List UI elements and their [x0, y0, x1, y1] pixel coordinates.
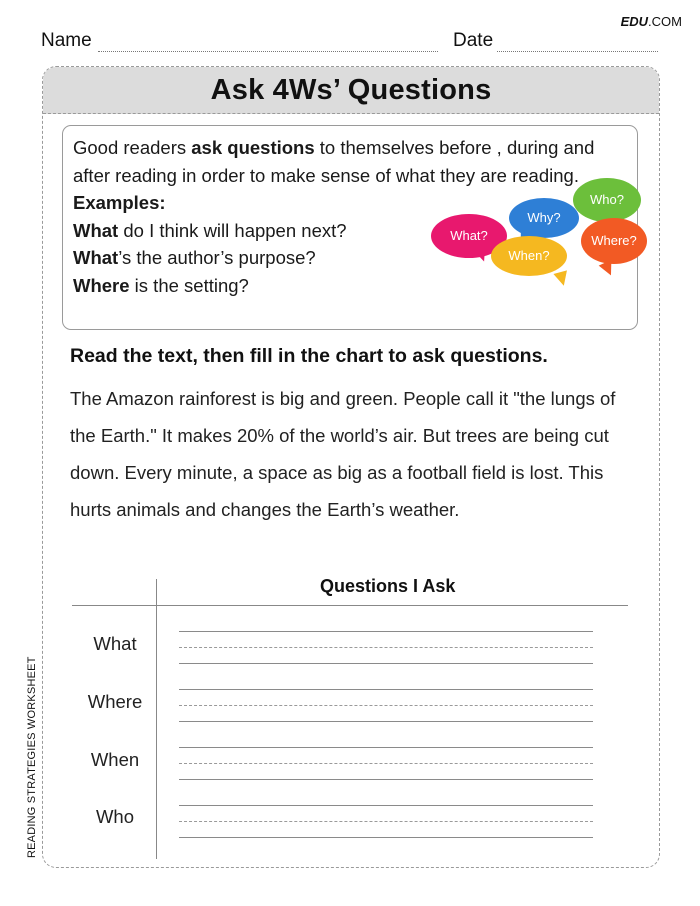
brand-logo-bold: EDU: [620, 14, 649, 29]
date-line[interactable]: [497, 51, 658, 52]
writing-line-mid[interactable]: [179, 821, 593, 822]
writing-line-mid[interactable]: [179, 705, 593, 706]
speech-bubble-why: Why?: [509, 198, 579, 238]
chart-column-divider: [156, 579, 157, 859]
row-label-when: When: [90, 749, 140, 770]
intro-box: [62, 125, 638, 330]
reading-passage: The Amazon rainforest is big and green. People call it "the lungs of the Earth." It makes 20% of the world’s air. But trees are being cut down. Every minute, a space as big as a football field is lost. This hurts animals and changes the Earth’s weather.: [70, 388, 616, 520]
row-label-what: What: [93, 633, 137, 654]
row-label-where: Where: [87, 691, 143, 712]
writing-line-base: [179, 779, 593, 780]
bubble-tail: [553, 270, 570, 287]
example-line: What do I think will happen next?: [73, 219, 347, 241]
page-title: Ask 4Ws’ Questions: [210, 73, 492, 106]
example-line: Where is the setting?: [73, 274, 249, 296]
writing-line-base: [179, 663, 593, 664]
name-line[interactable]: [98, 51, 438, 52]
writing-line-top: [179, 689, 593, 690]
example-line: What’s the author’s purpose?: [73, 247, 316, 268]
writing-line-mid[interactable]: [179, 763, 593, 764]
brand-logo: [621, 14, 682, 29]
title-band: [43, 67, 659, 114]
writing-line-top: [179, 805, 593, 806]
intro-text-part: to themselves before , during and after reading in order to make sense of what they are reading.: [73, 137, 595, 186]
row-label-who: Who: [95, 806, 135, 827]
intro-text-part: Good readers: [73, 137, 192, 158]
speech-bubble-what: What?: [431, 214, 507, 258]
worksheet-frame: [42, 66, 660, 868]
question-bubbles-illustration: [431, 192, 651, 320]
intro-text: [73, 134, 627, 189]
writing-line-base: [179, 721, 593, 722]
chart-heading: Questions I Ask: [320, 576, 456, 596]
speech-bubble-when: When?: [491, 236, 567, 276]
name-label: Name: [41, 30, 92, 51]
brand-logo-suffix: .COM: [648, 14, 682, 29]
writing-line-base: [179, 837, 593, 838]
date-label: Date: [453, 30, 494, 51]
writing-line-top: [179, 747, 593, 748]
speech-bubble-who: Who?: [573, 178, 641, 222]
intro-text-bold: ask questions: [191, 137, 315, 158]
examples-label: Examples:: [73, 192, 166, 213]
instruction-heading: Read the text, then fill in the chart to ask questions.: [70, 345, 548, 367]
speech-bubble-where: Where?: [581, 218, 647, 264]
side-category-label: READING STRATEGIES WORKSHEET: [26, 656, 38, 858]
writing-line-mid[interactable]: [179, 647, 593, 648]
writing-line-top: [179, 631, 593, 632]
